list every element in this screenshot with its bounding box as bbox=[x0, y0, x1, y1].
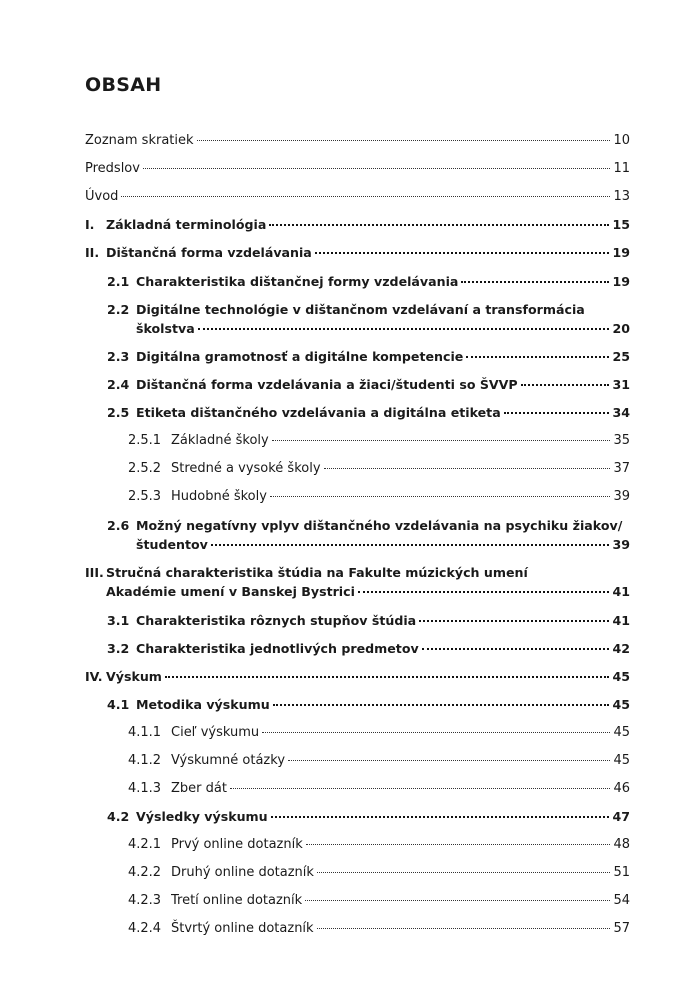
toc-entry-title: Tretí online dotazník bbox=[171, 893, 303, 908]
dot-leader bbox=[521, 380, 610, 386]
toc-section[interactable] bbox=[107, 807, 630, 826]
toc-entry-title: Druhý online dotazník bbox=[171, 865, 314, 880]
toc-entry-page: 13 bbox=[613, 189, 630, 204]
dot-leader bbox=[273, 700, 610, 706]
toc-entry-number: 4.2.4 bbox=[128, 921, 162, 936]
toc-entry-title: Charakteristika rôznych stupňov štúdia bbox=[136, 613, 417, 628]
toc-entry-title: Etiketa dištančného vzdelávania a digitálna etiketa bbox=[136, 405, 501, 420]
toc-entry-number: 2.5.1 bbox=[128, 433, 162, 448]
dot-leader bbox=[271, 812, 610, 818]
toc-chapter[interactable] bbox=[85, 215, 630, 234]
toc-entry-title: Výskum bbox=[106, 669, 162, 684]
toc-entry-page: 20 bbox=[612, 321, 630, 336]
toc-entry-page: 57 bbox=[613, 921, 630, 936]
dot-leader bbox=[143, 164, 611, 169]
toc-entry-page: 48 bbox=[613, 837, 630, 852]
toc-entry-page: 10 bbox=[613, 133, 630, 148]
toc-section[interactable] bbox=[107, 639, 630, 658]
toc-entry-number: 4.1.1 bbox=[128, 725, 162, 740]
toc-subsection[interactable] bbox=[128, 835, 630, 854]
toc-entry-page: 47 bbox=[612, 809, 630, 824]
toc-entry-number: III. bbox=[85, 565, 104, 580]
dot-leader bbox=[315, 248, 610, 254]
toc-entry-page: 25 bbox=[612, 349, 630, 364]
toc-entry-title: Základné školy bbox=[171, 433, 269, 448]
toc-subsection[interactable] bbox=[128, 919, 630, 938]
toc-entry-title: Digitálne technológie v dištančnom vzdelávaní a transformácia bbox=[136, 302, 585, 317]
toc-entry-title: Hudobné školy bbox=[171, 489, 267, 504]
toc-entry-title: Zber dát bbox=[171, 781, 227, 796]
toc-entry-page: 45 bbox=[613, 725, 630, 740]
toc-entry-title: Charakteristika jednotlivých predmetov bbox=[136, 641, 419, 656]
toc-entry-number: 2.6 bbox=[107, 518, 130, 533]
toc-entry-page: 42 bbox=[612, 641, 630, 656]
toc-entry-title: Základná terminológia bbox=[106, 217, 267, 232]
toc-section[interactable] bbox=[107, 516, 630, 554]
dot-leader bbox=[288, 756, 610, 761]
toc-entry-number: 4.2.3 bbox=[128, 893, 162, 908]
toc-entry-number: 2.2 bbox=[107, 302, 130, 317]
dot-leader bbox=[306, 840, 611, 845]
dot-leader bbox=[466, 352, 609, 358]
toc-entry-title: Predslov bbox=[85, 161, 140, 176]
toc-entry-title: Dištančná forma vzdelávania a žiaci/študenti so ŠVVP bbox=[136, 377, 518, 392]
toc-entry-title: Úvod bbox=[85, 189, 119, 204]
dot-leader bbox=[419, 616, 609, 622]
toc-entry-title: Dištančná forma vzdelávania bbox=[106, 245, 312, 260]
toc-entry-number: 2.3 bbox=[107, 349, 130, 364]
dot-leader bbox=[197, 136, 611, 141]
toc-entry-page: 19 bbox=[612, 274, 630, 289]
toc-section[interactable] bbox=[107, 403, 630, 422]
toc-entry-page: 34 bbox=[612, 405, 630, 420]
toc-entry[interactable] bbox=[85, 159, 630, 178]
toc-subsection[interactable] bbox=[128, 723, 630, 742]
toc-entry-page: 39 bbox=[613, 489, 630, 504]
dot-leader bbox=[165, 672, 610, 678]
toc-subsection[interactable] bbox=[128, 779, 630, 798]
toc-entry-number: 4.1 bbox=[107, 697, 130, 712]
toc-chapter[interactable] bbox=[85, 243, 630, 262]
toc-entry[interactable] bbox=[85, 187, 630, 206]
toc-entry-number: IV. bbox=[85, 669, 103, 684]
dot-leader bbox=[358, 587, 610, 593]
toc-entry-number: I. bbox=[85, 217, 95, 232]
toc-entry-number: II. bbox=[85, 245, 100, 260]
toc-entry-title: Charakteristika dištančnej formy vzdelávania bbox=[136, 274, 459, 289]
toc-entry-page: 31 bbox=[612, 377, 630, 392]
toc-section[interactable] bbox=[107, 272, 630, 291]
dot-leader bbox=[198, 324, 610, 330]
toc-entry-number: 2.5 bbox=[107, 405, 130, 420]
dot-leader bbox=[272, 436, 611, 441]
toc-entry-title: Metodika výskumu bbox=[136, 697, 270, 712]
toc-entry-page: 45 bbox=[612, 669, 630, 684]
toc-entry-title: Štvrtý online dotazník bbox=[171, 921, 314, 936]
dot-leader bbox=[211, 540, 610, 546]
toc-section[interactable] bbox=[107, 695, 630, 714]
dot-leader bbox=[461, 277, 609, 283]
toc-entry-page: 41 bbox=[612, 584, 630, 599]
toc-entry-title: Možný negatívny vplyv dištančného vzdelávania na psychiku žiakov/ bbox=[136, 518, 623, 533]
toc-entry-page: 41 bbox=[612, 613, 630, 628]
dot-leader bbox=[269, 220, 609, 226]
toc-entry-title-continued: Akadémie umení v Banskej Bystrici bbox=[106, 584, 355, 599]
toc-entry-title: Prvý online dotazník bbox=[171, 837, 303, 852]
toc-entry-title-continued: školstva bbox=[136, 321, 195, 336]
toc-section[interactable] bbox=[107, 375, 630, 394]
toc-entry-title: Digitálna gramotnosť a digitálne kompetencie bbox=[136, 349, 464, 364]
toc-entry-title-continued: študentov bbox=[136, 537, 208, 552]
toc-section[interactable] bbox=[107, 611, 630, 630]
dot-leader bbox=[305, 896, 610, 901]
toc-entry-title: Stredné a vysoké školy bbox=[171, 461, 321, 476]
toc-entry-page: 54 bbox=[613, 893, 630, 908]
toc-entry-title: Cieľ výskumu bbox=[171, 725, 260, 740]
toc-entry-number: 4.1.2 bbox=[128, 753, 162, 768]
toc-entry-number: 2.5.3 bbox=[128, 489, 162, 504]
toc-entry-number: 3.1 bbox=[107, 613, 130, 628]
toc-section[interactable] bbox=[107, 300, 630, 338]
toc-entry-page: 51 bbox=[613, 865, 630, 880]
toc-section[interactable] bbox=[107, 347, 630, 366]
toc-entry-title: Stručná charakteristika štúdia na Fakulte múzických umení bbox=[106, 565, 528, 580]
toc-entry-page: 39 bbox=[612, 537, 630, 552]
toc-entry-number: 2.5.2 bbox=[128, 461, 162, 476]
dot-leader bbox=[422, 644, 610, 650]
toc-entry-number: 4.1.3 bbox=[128, 781, 162, 796]
toc-entry-number: 3.2 bbox=[107, 641, 130, 656]
dot-leader bbox=[262, 728, 610, 733]
toc-entry-number: 4.2 bbox=[107, 809, 130, 824]
toc-entry-page: 37 bbox=[613, 461, 630, 476]
toc-subsection[interactable] bbox=[128, 431, 630, 450]
dot-leader bbox=[317, 868, 611, 873]
dot-leader bbox=[317, 924, 611, 929]
toc-subsection[interactable] bbox=[128, 459, 630, 478]
toc-entry-page: 45 bbox=[612, 697, 630, 712]
dot-leader bbox=[121, 192, 610, 197]
toc-entry[interactable] bbox=[85, 131, 630, 150]
dot-leader bbox=[324, 464, 611, 469]
toc-entry-page: 15 bbox=[612, 217, 630, 232]
toc-entry-page: 46 bbox=[613, 781, 630, 796]
toc-entry-page: 11 bbox=[613, 161, 630, 176]
toc-subsection[interactable] bbox=[128, 863, 630, 882]
toc-subsection[interactable] bbox=[128, 487, 630, 506]
dot-leader bbox=[270, 492, 611, 497]
toc-entry-number: 4.2.2 bbox=[128, 865, 162, 880]
toc-entry-title: Výskumné otázky bbox=[171, 753, 286, 768]
toc-entry-page: 45 bbox=[613, 753, 630, 768]
toc-entry-page: 35 bbox=[613, 433, 630, 448]
toc-chapter[interactable] bbox=[85, 667, 630, 686]
toc-entry-page: 19 bbox=[612, 245, 630, 260]
toc-subsection[interactable] bbox=[128, 891, 630, 910]
toc-chapter[interactable] bbox=[85, 563, 630, 601]
dot-leader bbox=[504, 408, 610, 414]
toc-subsection[interactable] bbox=[128, 751, 630, 770]
toc-entry-number: 4.2.1 bbox=[128, 837, 162, 852]
dot-leader bbox=[230, 784, 611, 789]
toc-entry-title: Výsledky výskumu bbox=[136, 809, 268, 824]
toc-entry-title: Zoznam skratiek bbox=[85, 133, 194, 148]
page-title: OBSAH bbox=[85, 74, 162, 96]
toc-entry-number: 2.1 bbox=[107, 274, 130, 289]
toc-entry-number: 2.4 bbox=[107, 377, 130, 392]
